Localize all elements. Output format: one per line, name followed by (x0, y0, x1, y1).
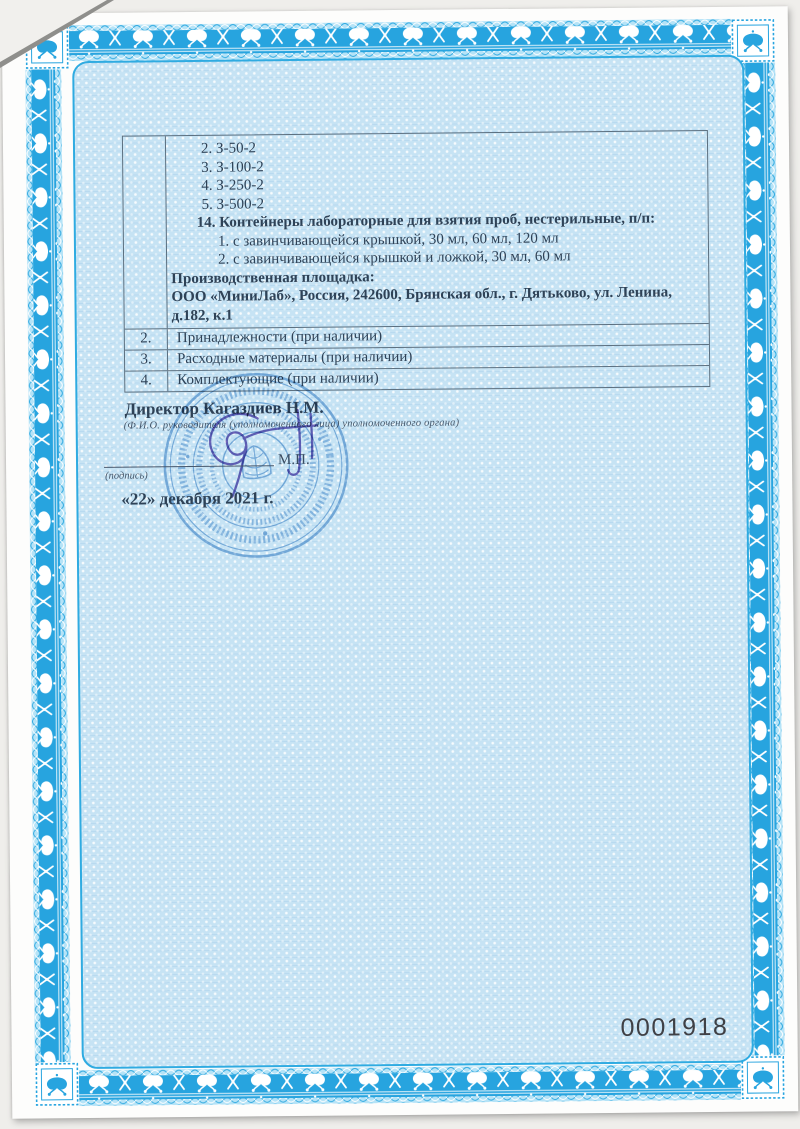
table-cell-label: Принадлежности (при наличии) (176, 328, 383, 347)
border-band-bottom-ornament (79, 1064, 741, 1106)
director-note: (Ф.И.О. руководителя (уполномоченного лица) уполномоченного органа) (123, 417, 460, 432)
border-corner-ornament (35, 1062, 79, 1106)
border-corner-ornament (741, 1055, 785, 1099)
item-variant: 3. З-100-2 (201, 158, 264, 176)
table-cell-number: 4. (125, 371, 168, 391)
item-variant: 4. З-250-2 (201, 177, 264, 194)
table-cell-item-details (166, 131, 709, 328)
items-table (122, 130, 710, 393)
border-corner-ornament (731, 18, 775, 62)
item-14-variant: 1. с завинчивающейся крышкой, 30 мл, 60 мл, 120 мл (217, 229, 559, 250)
border-band-left-ornament (25, 69, 71, 1062)
handwritten-signature (179, 395, 411, 562)
serial-number: 0001918 (620, 1012, 729, 1042)
director-name-line: Директор Кагаздиев Н.М. (124, 397, 324, 419)
item-variant: 2. З-50-2 (200, 140, 257, 157)
document-date: «22» декабря 2021 г. (121, 488, 274, 509)
table-cell-label: Комплектующие (при наличии) (177, 370, 379, 389)
item-variant: 5. З-500-2 (201, 195, 265, 213)
table-cell-number: 3. (125, 350, 168, 370)
table-cell-number: 2. (125, 329, 168, 349)
production-site-address: д.182, к.1 (171, 307, 233, 324)
seal-place-abbr: М.П. (277, 451, 310, 469)
table-cell-label: Расходные материалы (при наличии) (176, 348, 413, 368)
production-site-address: ООО «МиниЛаб», Россия, 242600, Брянская обл., г. Дятьково, ул. Ленина, (171, 284, 673, 306)
item-14-variant: 2. с завинчивающейся крышкой и ложкой, 30 мл, 60 мл (218, 248, 571, 268)
signature-caption: (подпись) (105, 470, 148, 482)
certificate-content-area (72, 55, 754, 1069)
table-row-item-details (123, 131, 709, 329)
certificate-page (2, 6, 799, 1118)
table-cell-number (123, 136, 168, 328)
item-14-title: 14. Контейнеры лабораторные для взятия проб, нестерильные, п/п: (196, 210, 656, 231)
production-site-label: Производственная площадка: (171, 268, 375, 287)
